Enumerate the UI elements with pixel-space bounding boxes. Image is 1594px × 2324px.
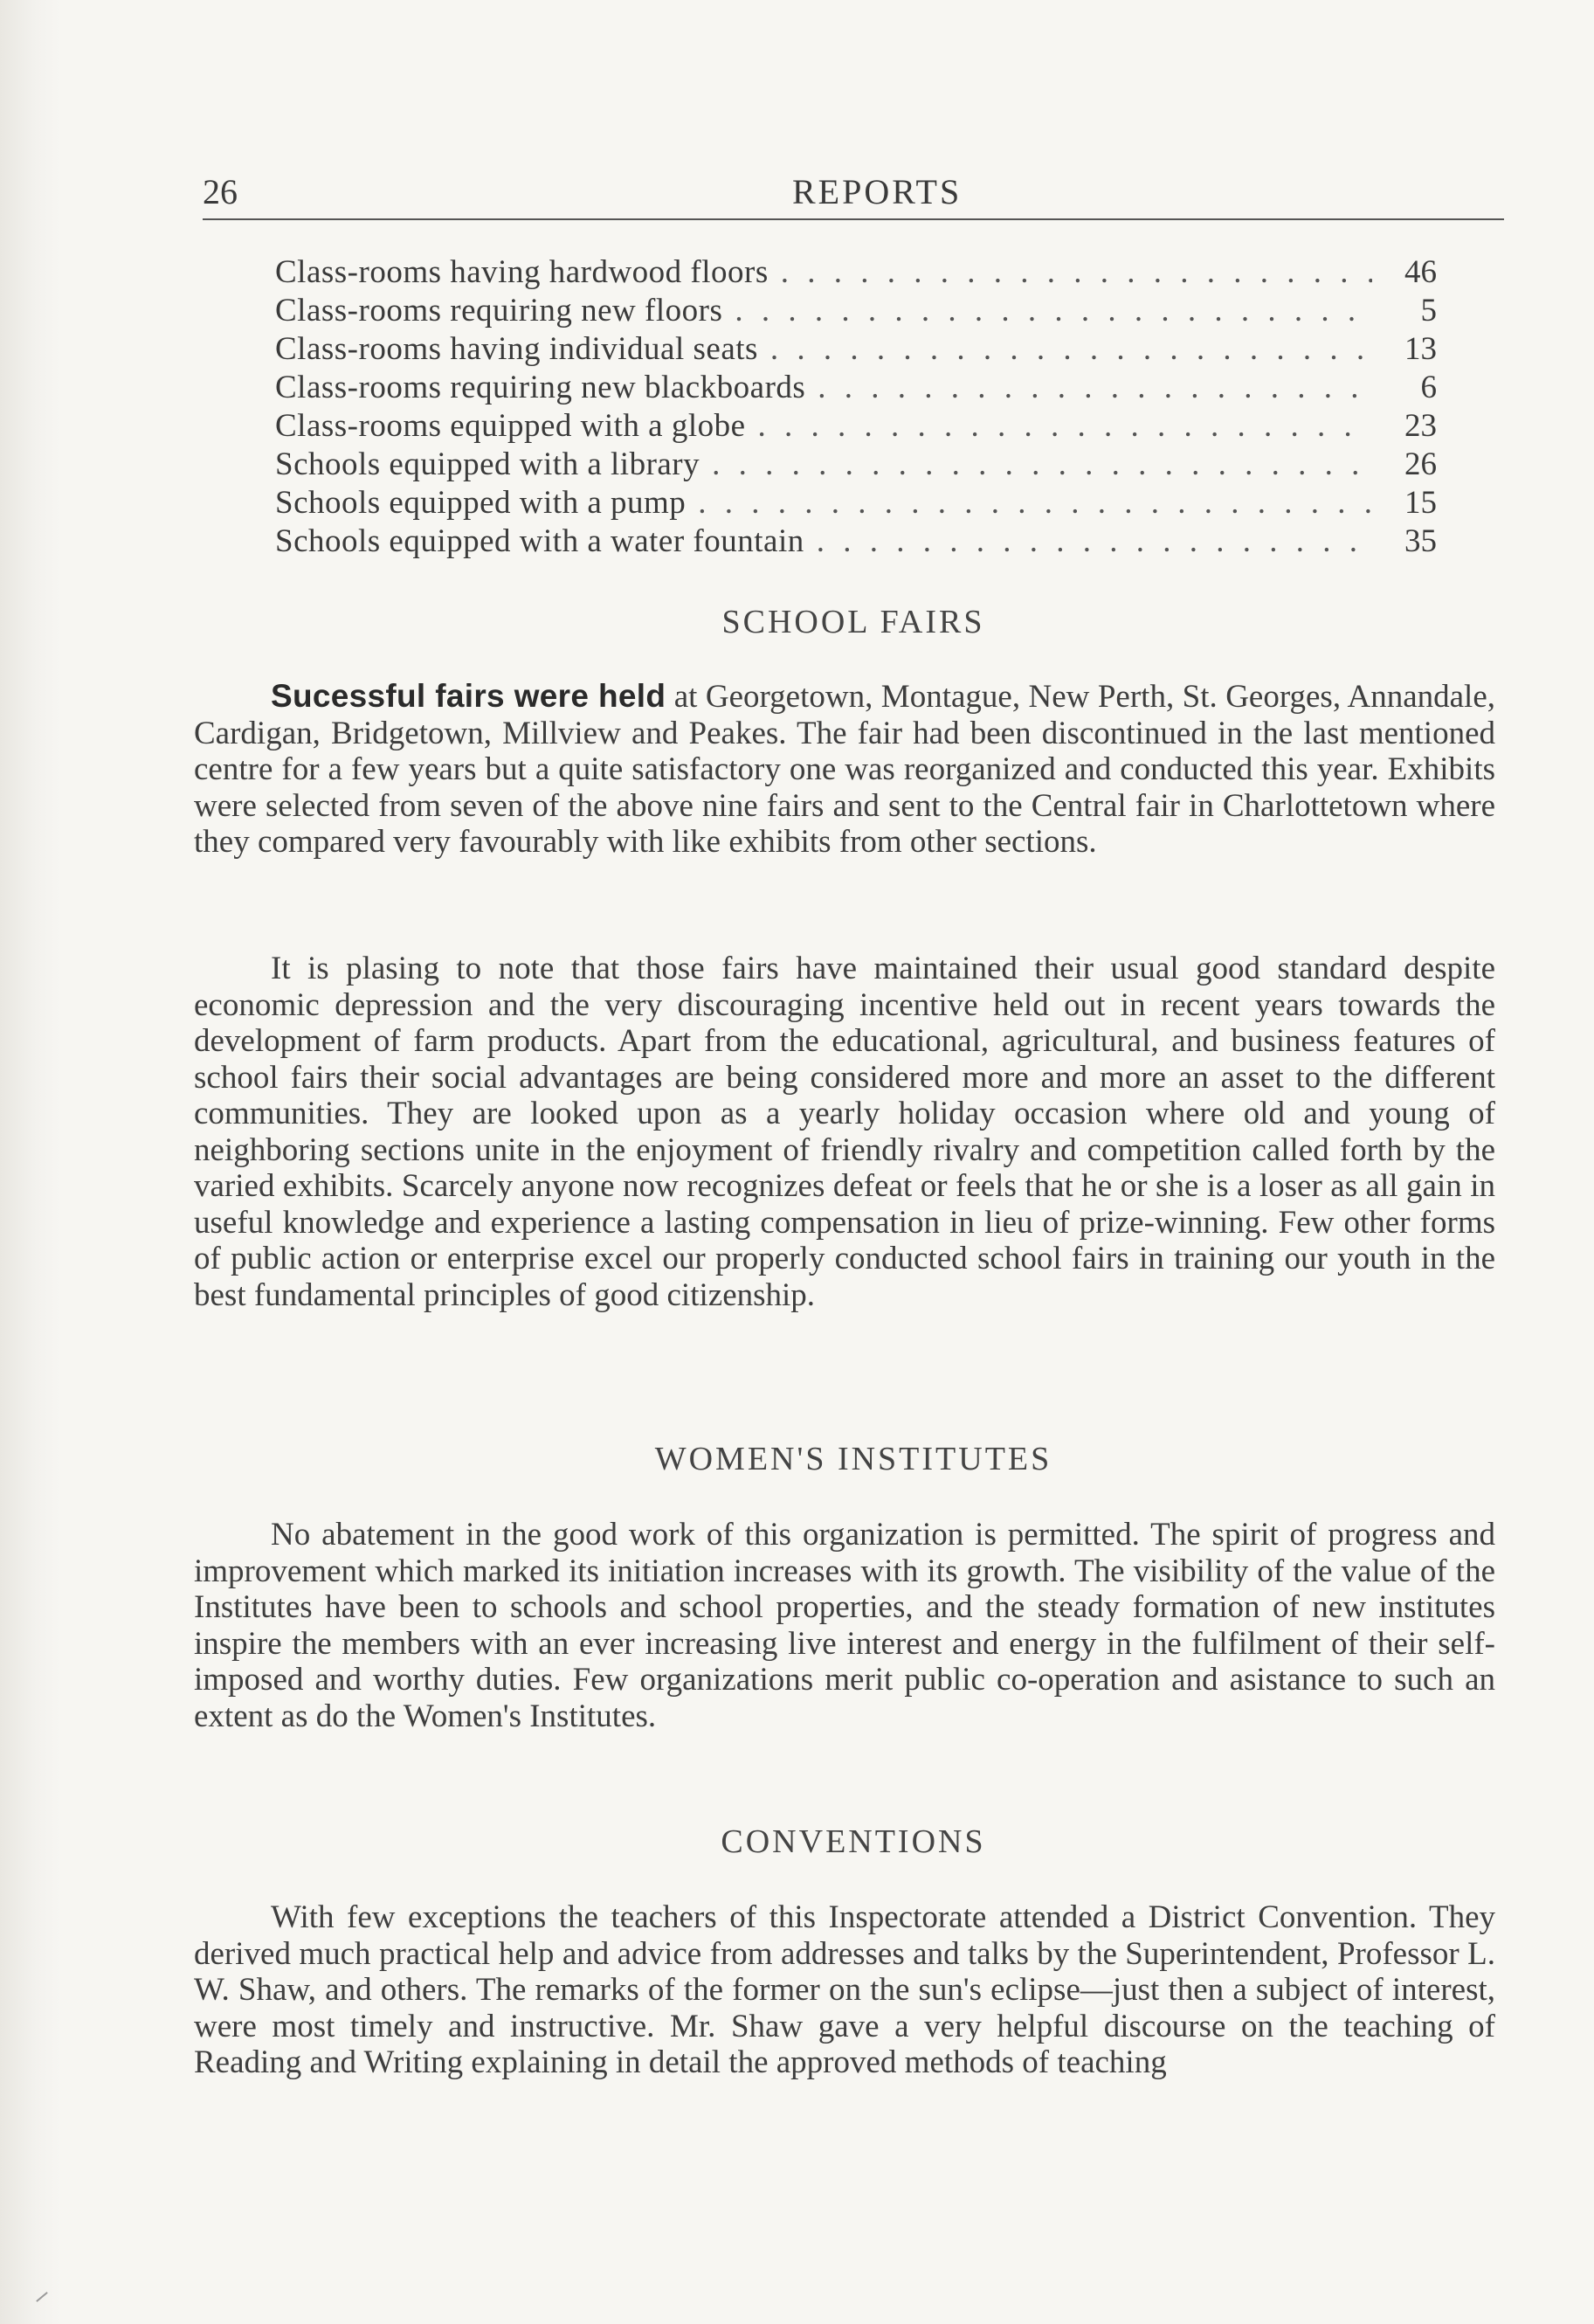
stat-value: 35 [1404, 523, 1437, 559]
statistics-list [275, 253, 1437, 561]
leader-dots [781, 253, 1372, 292]
leader-dots [770, 330, 1372, 369]
stat-value: 23 [1404, 408, 1437, 444]
stat-value: 13 [1404, 331, 1437, 367]
stat-row [275, 446, 1437, 484]
conventions-paragraph: With few exceptions the teachers of this Inspectorate attended a District Convention. They derived much practical help and advice from addresses and talks by the Superintendent, Professor L. W. Shaw, and others. The remarks of the former on the sun's eclipse—just then a subject of interest, were most timely and instructive. Mr. Shaw gave a very helpful discourse on the teaching of Reading and Writing explaining in detail the approved methods of teaching [194, 1899, 1495, 2080]
stat-row [275, 407, 1437, 446]
stat-row [275, 292, 1437, 330]
stat-label: Class-rooms having individual seats [275, 331, 758, 367]
leader-dots [735, 292, 1372, 330]
leader-dots [758, 407, 1372, 446]
header-rule [203, 218, 1504, 220]
womens-institutes-paragraph: No abatement in the good work of this organization is permitted. The spirit of progress and improvement which marked its initiation increases with its growth. The visibility of the value of the Institutes have been to schools and school properties, and the steady formation of new institutes inspire the members with an ever increasing live interest and energy in the fulfilment of their self-imposed and worthy duties. Few organizations merit public co-operation and asistance to such an extent as do the Women's Institutes. [194, 1517, 1495, 1734]
leader-dots [712, 446, 1372, 484]
paragraph-lead: Sucessful fairs were held [271, 678, 666, 714]
stat-label: Class-rooms requiring new floors [275, 293, 723, 329]
section-heading-school-fairs: SCHOOL FAIRS [721, 604, 985, 640]
school-fairs-paragraph-1 [194, 678, 1495, 861]
stat-label: Schools equipped with a water fountain [275, 523, 804, 559]
leader-dots [818, 369, 1372, 407]
stat-value: 6 [1420, 370, 1437, 405]
stat-row [275, 330, 1437, 369]
stat-label: Class-rooms equipped with a globe [275, 408, 746, 444]
stat-row [275, 253, 1437, 292]
school-fairs-paragraph-2: It is plasing to note that those fairs have maintained their usual good standard despite economic depression and the very discouraging incentive held out in recent years towards the development of farm products. Apart from the educational, agricultural, and business features of school fairs their social advantages are being considered more and more an asset to the different communities. They are looked upon as a yearly holiday occasion where old and young of neighboring sections unite in the enjoyment of friendly rivalry and competition called forth by the varied exhibits. Scarcely anyone now recognizes defeat or feels that he or she is a loser as all gain in useful knowledge and experience a lasting compensation in lieu of prize-winning. Few other forms of public action or enterprise excel our properly conducted school fairs in training our youth in the best fundamental principles of good citizenship. [194, 951, 1495, 1313]
stat-row [275, 369, 1437, 407]
paragraph-text: at Georgetown, Montague, New Perth, St. Georges, Annandale, Cardigan, Bridgetown, Millview and Peakes. The fair had been discontinued in the last mentioned centre for a few years but a quite satisfactory one was reorganized and conducted this year. Exhibits were selected from seven of the above nine fairs and sent to the Central fair in Charlottetown where they compared very favourably with like exhibits from other sections. [194, 679, 1495, 860]
page-binding-edge [0, 0, 61, 2324]
stat-row [275, 484, 1437, 522]
page-number: 26 [203, 172, 238, 211]
stat-value: 15 [1404, 485, 1437, 521]
page-header [203, 171, 1504, 224]
leader-dots [817, 522, 1372, 561]
stat-value: 5 [1420, 293, 1437, 329]
stat-row [275, 522, 1437, 561]
stat-label: Schools equipped with a library [275, 446, 700, 482]
stat-value: 46 [1404, 254, 1437, 290]
section-heading-conventions: CONVENTIONS [721, 1823, 986, 1860]
stat-label: Class-rooms having hardwood floors [275, 254, 769, 290]
section-heading-womens-institutes: WOMEN'S INSTITUTES [654, 1441, 1052, 1477]
stat-value: 26 [1404, 446, 1437, 482]
stat-label: Schools equipped with a pump [275, 485, 687, 521]
leader-dots [698, 484, 1372, 522]
stat-label: Class-rooms requiring new blackboards [275, 370, 806, 405]
running-head: REPORTS [792, 172, 963, 211]
